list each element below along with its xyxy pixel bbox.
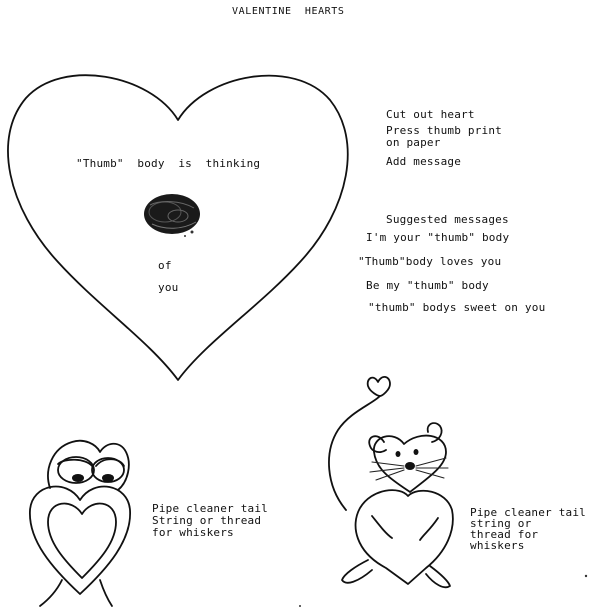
page-title: VALENTINE HEARTS bbox=[232, 6, 345, 17]
messages-heading: Suggested messages bbox=[386, 213, 509, 226]
speck bbox=[585, 575, 587, 577]
message-item: "Thumb"body loves you bbox=[358, 255, 502, 268]
message-item: I'm your "thumb" body bbox=[366, 231, 510, 244]
thumbprint bbox=[144, 194, 200, 237]
heart-card-line-2: of bbox=[158, 259, 172, 272]
heart-card-line-1: "Thumb" body is thinking bbox=[76, 157, 261, 170]
heart-card-line-3: you bbox=[158, 281, 179, 294]
instruction-item: Add message bbox=[386, 155, 462, 168]
message-item: "thumb" bodys sweet on you bbox=[368, 301, 546, 314]
instruction-item: Cut out heart bbox=[386, 108, 475, 121]
mouse-drawing bbox=[329, 377, 453, 587]
mouse-caption: Pipe cleaner tail string or thread for whiskers bbox=[470, 506, 586, 552]
message-item: Be my "thumb" body bbox=[366, 279, 489, 292]
owl-drawing bbox=[30, 441, 130, 606]
owl-caption: Pipe cleaner tail String or thread for whiskers bbox=[152, 502, 268, 539]
speck bbox=[299, 605, 301, 607]
instruction-item: Press thumb print on paper bbox=[386, 124, 502, 149]
